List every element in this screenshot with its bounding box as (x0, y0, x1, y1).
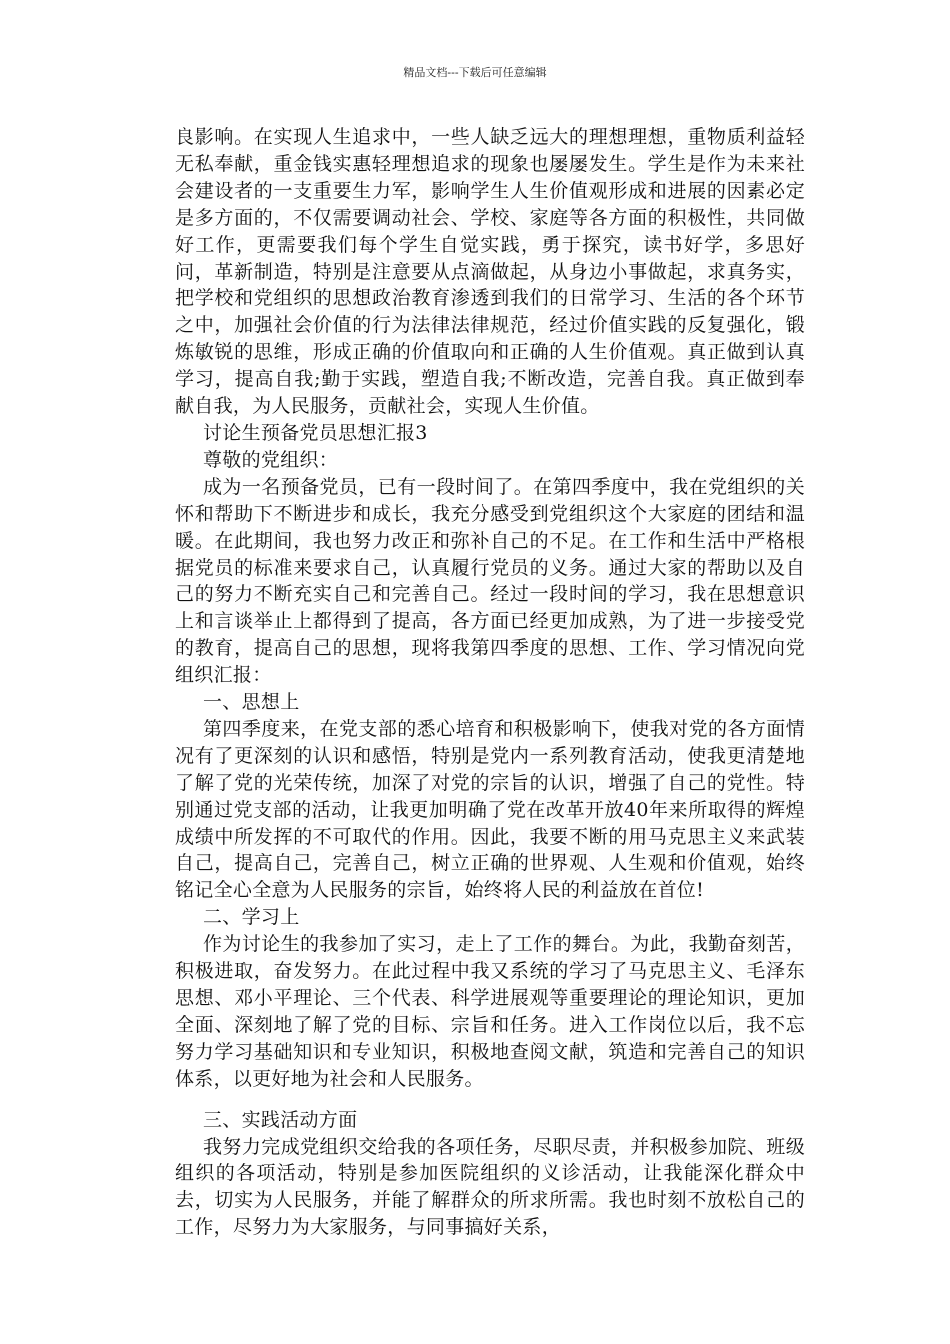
salutation: 尊敬的党组织： (203, 448, 339, 471)
heading-study: 二、学习上 (203, 906, 300, 929)
paragraph-continued: 良影响。在实现人生追求中，一些人缺乏远大的理想理想，重物质利益轻无私奉献，重金钱实惠轻理想追求的现象也屡屡发生。学生是作为未来社会建设者的一支重要生力军，影响学生人生价值观形成和进展的因素必定是多方面的，不仅需要调动社会、学校、家庭等各方面的积极性，共同做好工作，更需要我们每个学生自觉实践，勇于探究，读书好学，多思好问，革新制造，特别是注意要从点滴做起，从身边小事做起，求真务实，把学校和党组织的思想政治教育渗透到我们的日常学习、生活的各个环节之中，加强社会价值的行为法律法律规范，经过价值实践的反复强化，锻炼敏锐的思维，形成正确的价值取向和正确的人生价值观。真正做到认真学习，提高自我;勤于实践，塑造自我;不断改造，完善自我。真正做到奉献自我，为人民服务，贡献社会，实现人生价值。 (175, 126, 805, 418)
paragraph-thought: 第四季度来，在党支部的悉心培育和积极影响下，使我对党的各方面情况有了更深刻的认识和感悟，特别是党内一系列教育活动，使我更清楚地了解了党的光荣传统，加深了对党的宗旨的认识，增强了自己的党性。特别通过党支部的活动，让我更加明确了党在改革开放40年来所取得的辉煌成绩中所发挥的不可取代的作用。因此，我要不断的用马克思主义来武装自己，提高自己，完善自己，树立正确的世界观、人生观和价值观，始终铭记全心全意为人民服务的宗旨，始终将人民的利益放在首位! (175, 717, 805, 902)
paragraph-practice: 我努力完成党组织交给我的各项任务，尽职尽责，并积极参加院、班级组织的各项活动，特别是参加医院组织的义诊活动，让我能深化群众中去，切实为人民服务，并能了解群众的所求所需。我也时刻不放松自己的工作，尽努力为大家服务，与同事搞好关系， (175, 1135, 805, 1239)
section-title: 讨论生预备党员思想汇报3 (203, 421, 428, 444)
page-header: 精品文档---下载后可任意编辑 (403, 66, 547, 79)
heading-thought: 一、思想上 (203, 691, 300, 714)
heading-practice: 三、实践活动方面 (203, 1108, 358, 1131)
paragraph-study: 作为讨论生的我参加了实习，走上了工作的舞台。为此，我勤奋刻苦，积极进取，奋发努力。在此过程中我又系统的学习了马克思主义、毛泽东思想、邓小平理论、三个代表、科学进展观等重要理论的理论知识，更加全面、深刻地了解了党的目标、宗旨和任务。进入工作岗位以后，我不忘努力学习基础知识和专业知识，积极地查阅文献，筑造和完善自己的知识体系，以更好地为社会和人民服务。 (175, 933, 805, 1090)
document-body (175, 124, 805, 1241)
paragraph-intro: 成为一名预备党员，已有一段时间了。在第四季度中，我在党组织的关怀和帮助下不断进步和成长，我充分感受到党组织这个大家庭的团结和温暖。在此期间，我也努力改正和弥补自己的不足。在工作和生活中严格根据党员的标准来要求自己，认真履行党员的义务。通过大家的帮助以及自己的努力不断充实自己和完善自己。经过一段时间的学习，我在思想意识上和言谈举止上都得到了提高，各方面已经更加成熟，为了进一步接受党的教育，提高自己的思想，现将我第四季度的思想、工作、学习情况向党组织汇报： (175, 475, 805, 687)
